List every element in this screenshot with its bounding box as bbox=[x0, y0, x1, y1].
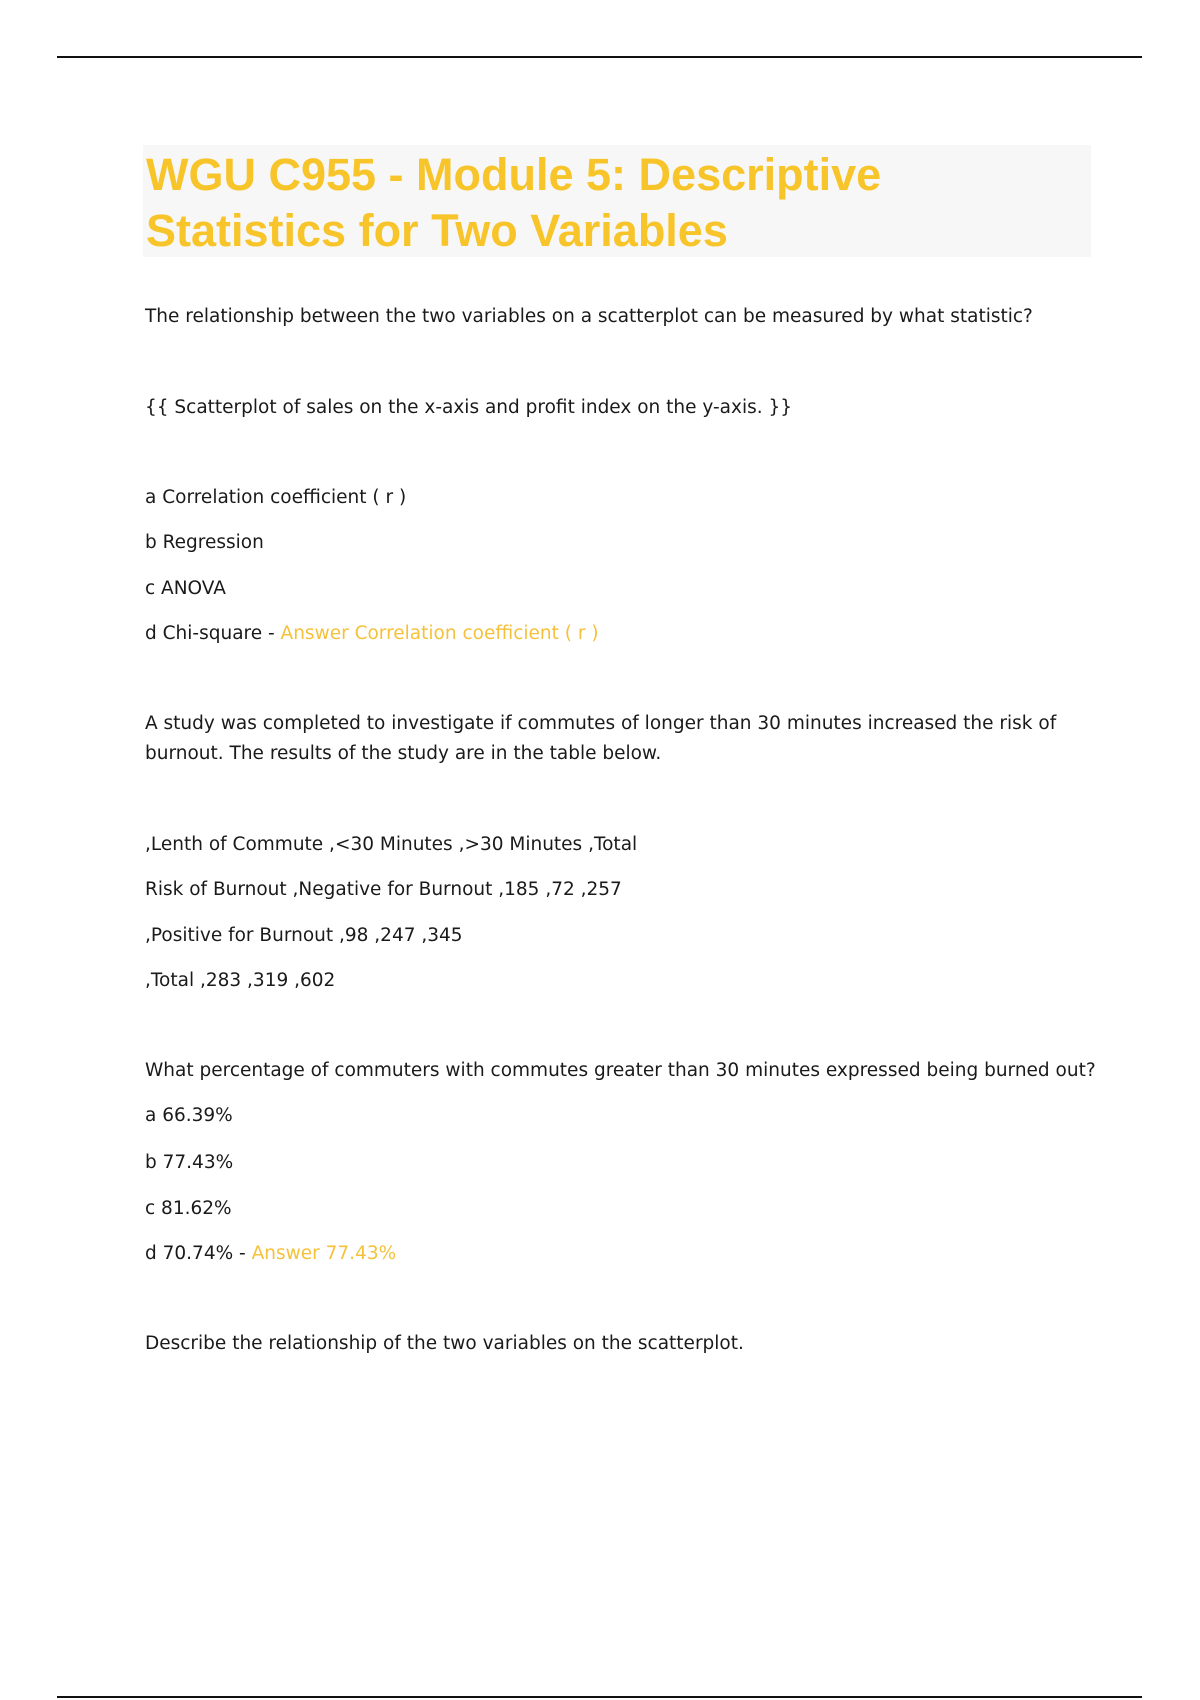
question-1-option-d: d Chi-square - bbox=[145, 623, 281, 644]
header-rule bbox=[57, 56, 1142, 58]
question-2-answer: Answer 77.43% bbox=[251, 1243, 397, 1264]
question-1-answer: Answer Correlation coefficient ( r ) bbox=[280, 623, 599, 644]
question-2-option-b: b 77.43% bbox=[145, 1152, 234, 1173]
question-2-followup: What percentage of commuters with commutes greater than 30 minutes expressed being burned out? bbox=[145, 1060, 1096, 1081]
question-2-option-d-row bbox=[145, 1239, 396, 1269]
question-2-option-c: c 81.62% bbox=[145, 1198, 232, 1219]
document-title: WGU C955 - Module 5: Descriptive Statistics for Two Variables bbox=[146, 149, 882, 256]
question-1-text: The relationship between the two variables on a scatterplot can be measured by what statistic? bbox=[145, 306, 1033, 327]
table-row-positive: ,Positive for Burnout ,98 ,247 ,345 bbox=[145, 925, 463, 946]
question-1-option-a: a Correlation coefficient ( r ) bbox=[145, 487, 407, 508]
table-row-header: ,Lenth of Commute ,<30 Minutes ,>30 Minutes ,Total bbox=[145, 834, 638, 855]
table-row-negative: Risk of Burnout ,Negative for Burnout ,185 ,72 ,257 bbox=[145, 879, 622, 900]
question-1-image-note: {{ Scatterplot of sales on the x-axis and profit index on the y-axis. }} bbox=[145, 397, 793, 418]
footer-rule bbox=[57, 1696, 1142, 1698]
question-1-option-b: b Regression bbox=[145, 532, 264, 553]
question-3-text: Describe the relationship of the two variables on the scatterplot. bbox=[145, 1333, 744, 1354]
question-2-option-d: d 70.74% - bbox=[145, 1243, 252, 1264]
question-1-option-c: c ANOVA bbox=[145, 578, 226, 599]
question-2-option-a: a 66.39% bbox=[145, 1105, 233, 1126]
question-1-option-d-row bbox=[145, 619, 599, 649]
table-row-total: ,Total ,283 ,319 ,602 bbox=[145, 970, 336, 991]
question-2-text: A study was completed to investigate if commutes of longer than 30 minutes increased the risk of burnout. The results of the study are in the table below. bbox=[145, 713, 1057, 764]
